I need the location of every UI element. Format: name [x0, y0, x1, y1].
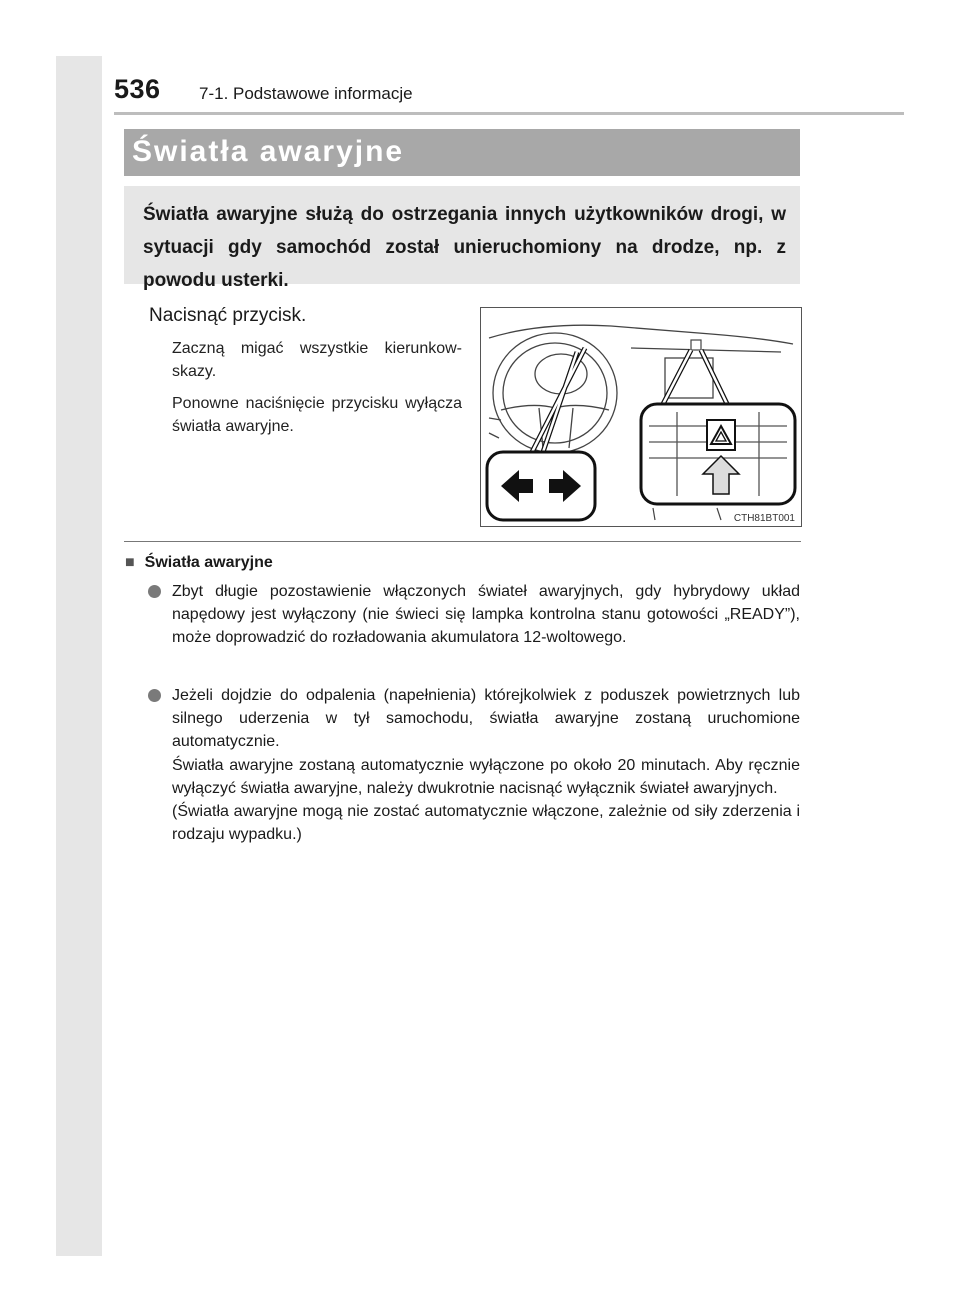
note-bullet-airbag — [148, 684, 800, 846]
section-reference: 7-1. Podstawowe informacje — [199, 84, 413, 103]
bullet-dot-icon — [148, 689, 161, 702]
step-note-switch-off: Ponowne naciśnięcie przycisku wyłącza światła awaryjne. — [172, 395, 462, 435]
notes-heading-text: Światła awaryjne — [144, 554, 273, 571]
square-bullet-icon: ■ — [125, 554, 135, 571]
bullet-dot-icon — [148, 585, 161, 598]
intro-text: Światła awaryjne służą do ostrzegania innych użytkowników drogi, w sytuacji gdy samochód został unieruchomiony na drodze, np. z powodu usterki. — [143, 204, 786, 291]
page-number: 536 — [114, 74, 161, 104]
section-title-bar — [124, 129, 800, 176]
figure-code: CTH81BT001 — [733, 513, 795, 524]
header-divider — [114, 112, 904, 115]
notes-heading — [125, 554, 273, 572]
side-margin-band — [56, 56, 102, 1256]
intro-box — [124, 186, 800, 291]
note-bullet-battery — [148, 580, 800, 650]
note-bullet-text: Zbyt długie pozostawienie włączonych świateł awaryjnych, gdy hybrydowy układ napędowy jest wyłączony (nie świeci się lampka kontrolna stanu gotowości „READY”), może doprowadzić do rozładowania akumulatora 12-woltowego. — [172, 583, 800, 647]
step-instruction: Nacisnąć przycisk. — [149, 305, 307, 326]
notes-divider — [124, 541, 801, 542]
dashboard-illustration — [480, 307, 802, 527]
dashboard-drawing — [481, 308, 801, 526]
section-title: Światła awaryjne — [132, 135, 405, 168]
step-note-flashing: Zaczną migać wszystkie kierunkow-skazy. — [172, 340, 462, 380]
note-bullet-text: Jeżeli dojdzie do odpalenia (napełnienia) którejkolwiek z poduszek powietrznych lub silnego uderzenia w tył samochodu, światła awaryjne zostaną uruchomione automatycznie. Światła awaryjne zostaną automatycznie wyłączone po około 20 minutach. Aby ręcznie wyłączyć światła awaryjne, należy dwukrotnie nacisnąć wyłącznik świateł awaryjnych. (Światła awaryjne mogą nie zostać automatycznie włączone, zależnie od siły zderzenia i rodzaju wypadku.) — [172, 687, 800, 844]
